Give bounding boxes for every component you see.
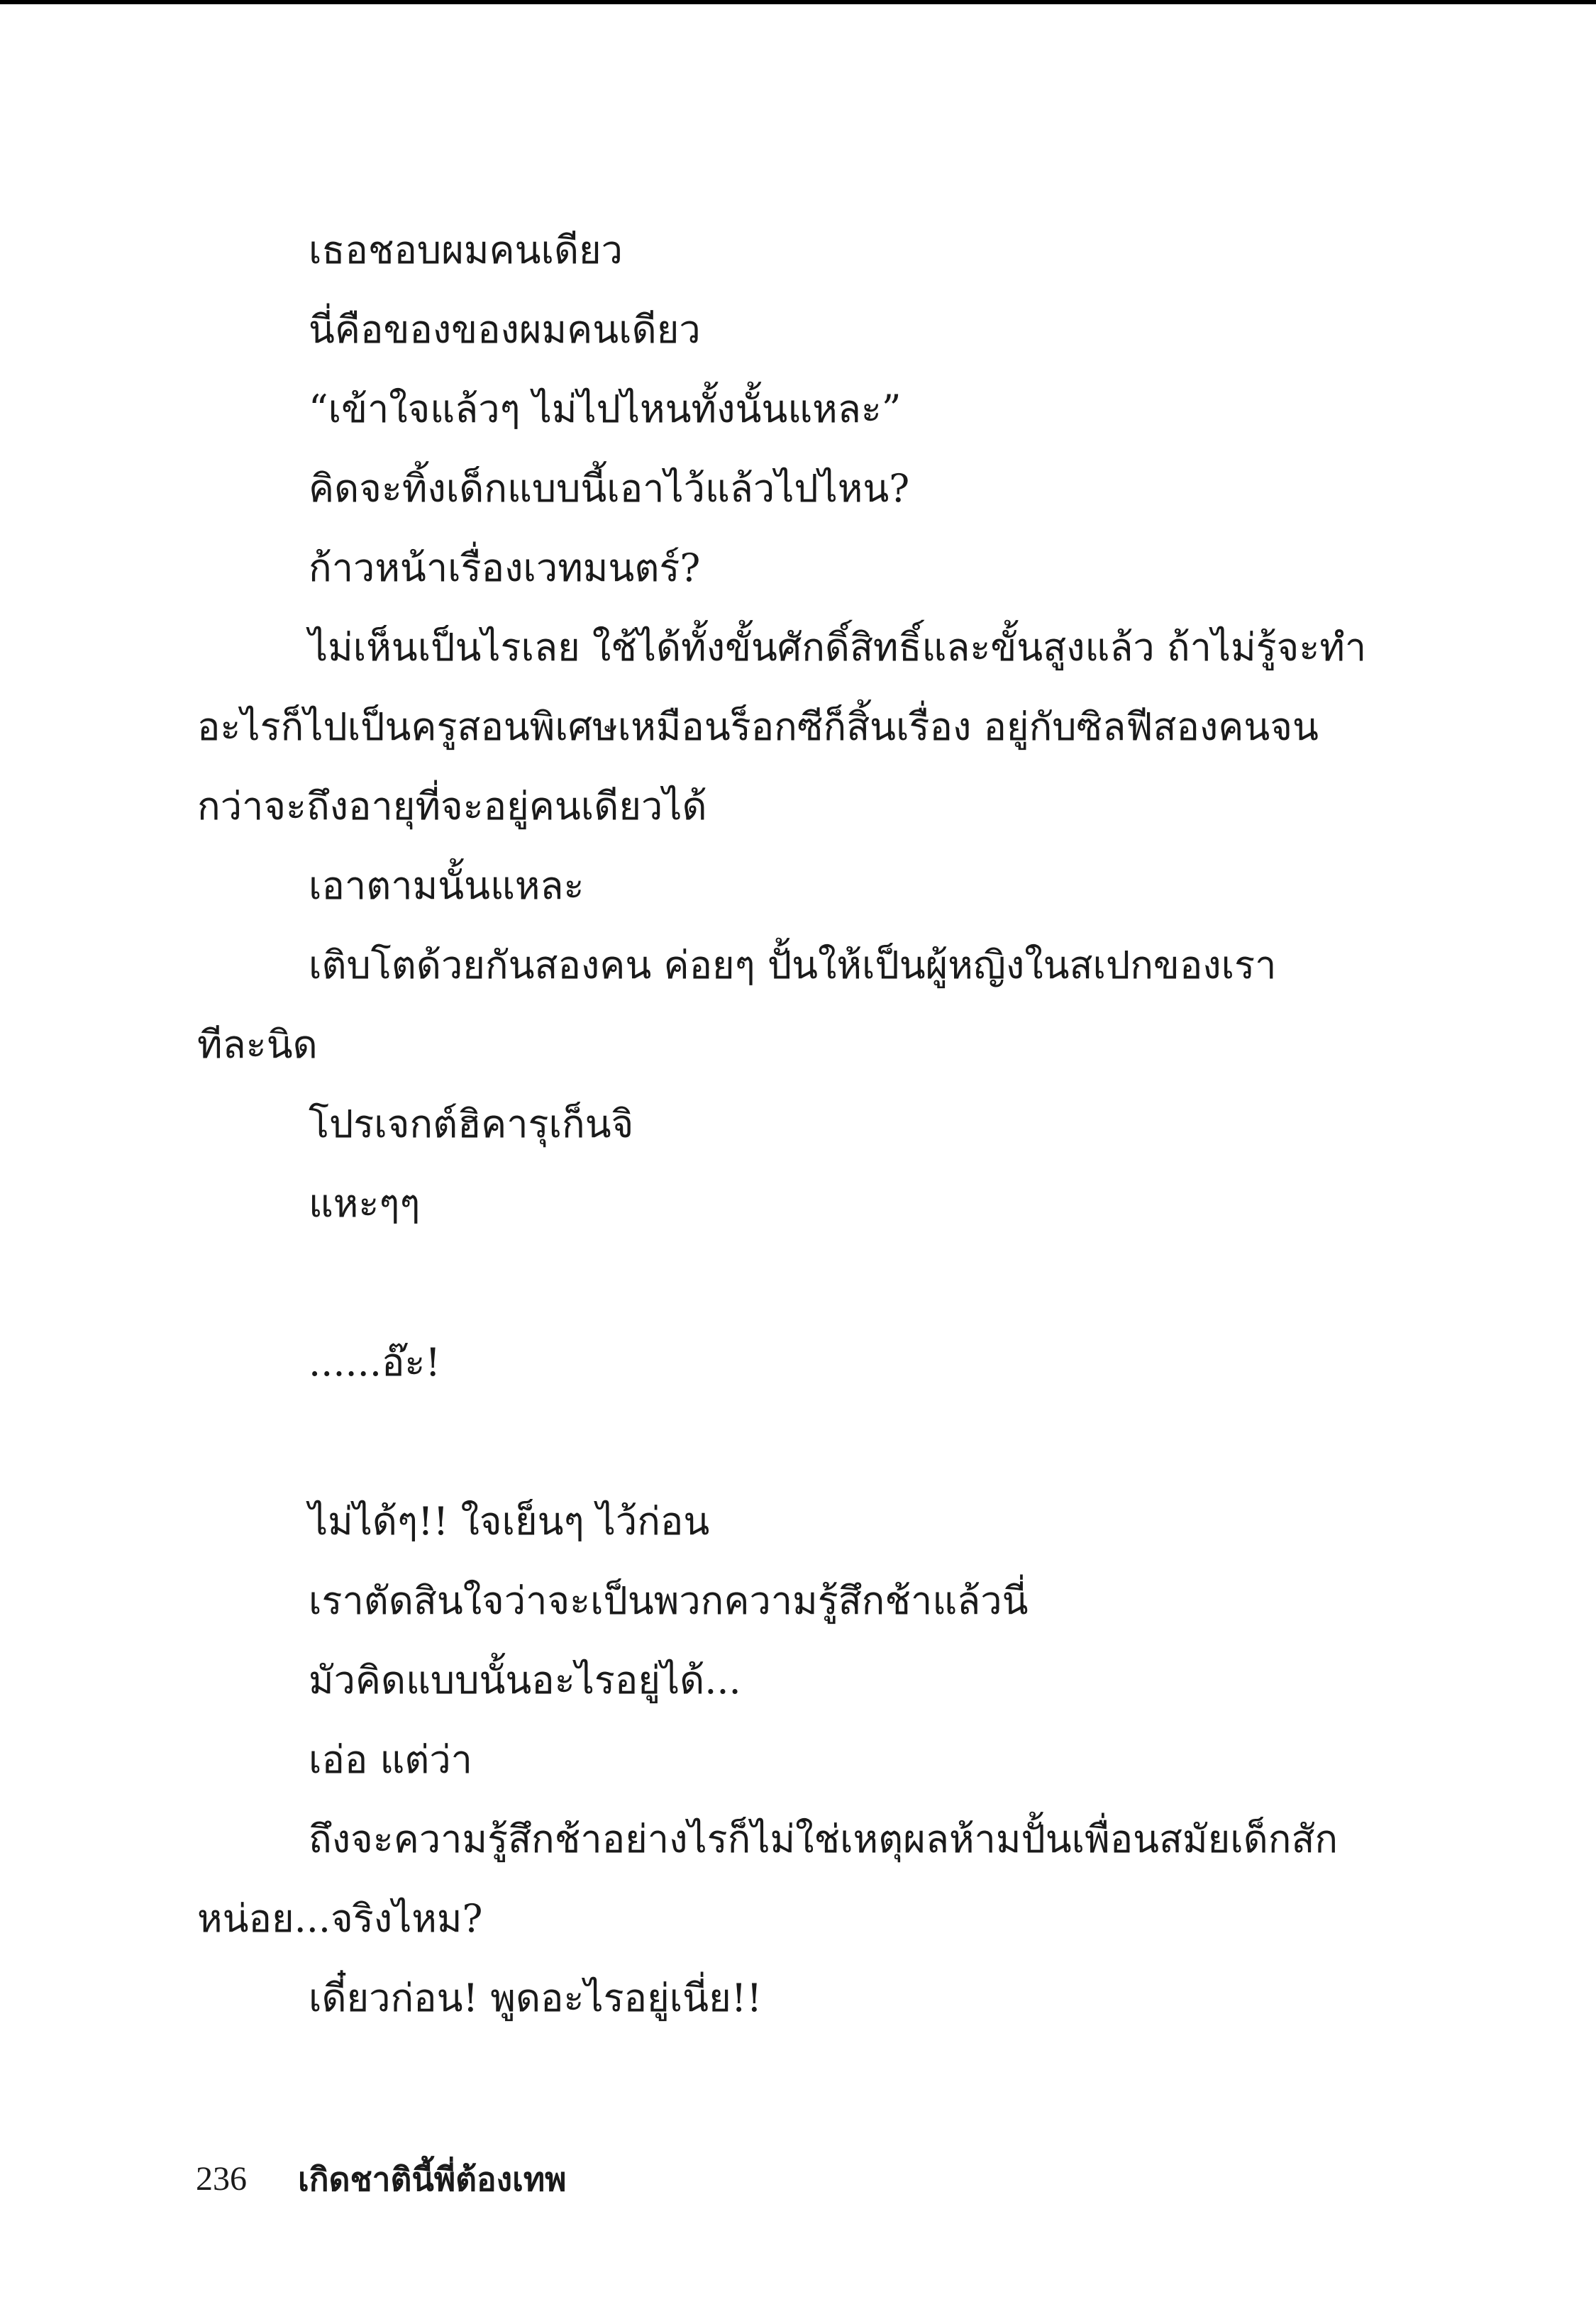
text-line: แหะๆๆ xyxy=(309,1181,421,1226)
text-line: โปรเจกต์ฮิคารุเก็นจิ xyxy=(309,1102,634,1146)
text-line: เติบโตด้วยกันสองคน ค่อยๆ ปั้นให้เป็นผู้หญิงในสเปกของเรา xyxy=(309,943,1277,987)
text-line: อะไรก็ไปเป็นครูสอนพิเศษเหมือนร็อกซีก็สิ้นเรื่อง อยู่กับซิลฟีสองคนจน xyxy=(197,704,1319,749)
text-line: เอ่อ แต่ว่า xyxy=(309,1737,473,1782)
text-line: เธอชอบผมคนเดียว xyxy=(309,228,623,272)
text-line: คิดจะทิ้งเด็กแบบนี้เอาไว้แล้วไปไหน? xyxy=(309,466,910,511)
text-line: “เข้าใจแล้วๆ ไม่ไปไหนทั้งนั้นแหละ” xyxy=(309,387,902,431)
text-line: ......อ๊ะ! xyxy=(309,1340,441,1385)
text-line: หน่อย...จริงไหม? xyxy=(197,1896,483,1941)
text-line: ทีละนิด xyxy=(197,1022,318,1067)
text-line: ไม่เห็นเป็นไรเลย ใช้ได้ทั้งขั้นศักดิ์สิทธิ์และขั้นสูงแล้ว ถ้าไม่รู้จะทำ xyxy=(309,625,1367,670)
text-line: ไม่ได้ๆ!! ใจเย็นๆ ไว้ก่อน xyxy=(309,1499,710,1544)
book-title: เกิดชาตินี้พี่ต้องเทพ xyxy=(298,2160,567,2198)
text-line: มัวคิดแบบนั้นอะไรอยู่ได้... xyxy=(309,1658,741,1703)
page-number: 236 xyxy=(196,2160,247,2198)
text-line: เอาตามนั้นแหละ xyxy=(309,863,584,908)
text-line: ถึงจะความรู้สึกช้าอย่างไรก็ไม่ใช่เหตุผลห้ามปั้นเพื่อนสมัยเด็กสัก xyxy=(309,1817,1339,1861)
top-border xyxy=(0,0,1596,4)
text-line: ก้าวหน้าเรื่องเวทมนตร์? xyxy=(309,546,701,590)
text-line: เราตัดสินใจว่าจะเป็นพวกความรู้สึกช้าแล้วนี่ xyxy=(309,1578,1029,1623)
text-line: นี่คือของของผมคนเดียว xyxy=(309,307,701,352)
text-line: กว่าจะถึงอายุที่จะอยู่คนเดียวได้ xyxy=(197,784,707,829)
text-line: เดี๋ยวก่อน! พูดอะไรอยู่เนี่ย!! xyxy=(309,1976,763,2020)
